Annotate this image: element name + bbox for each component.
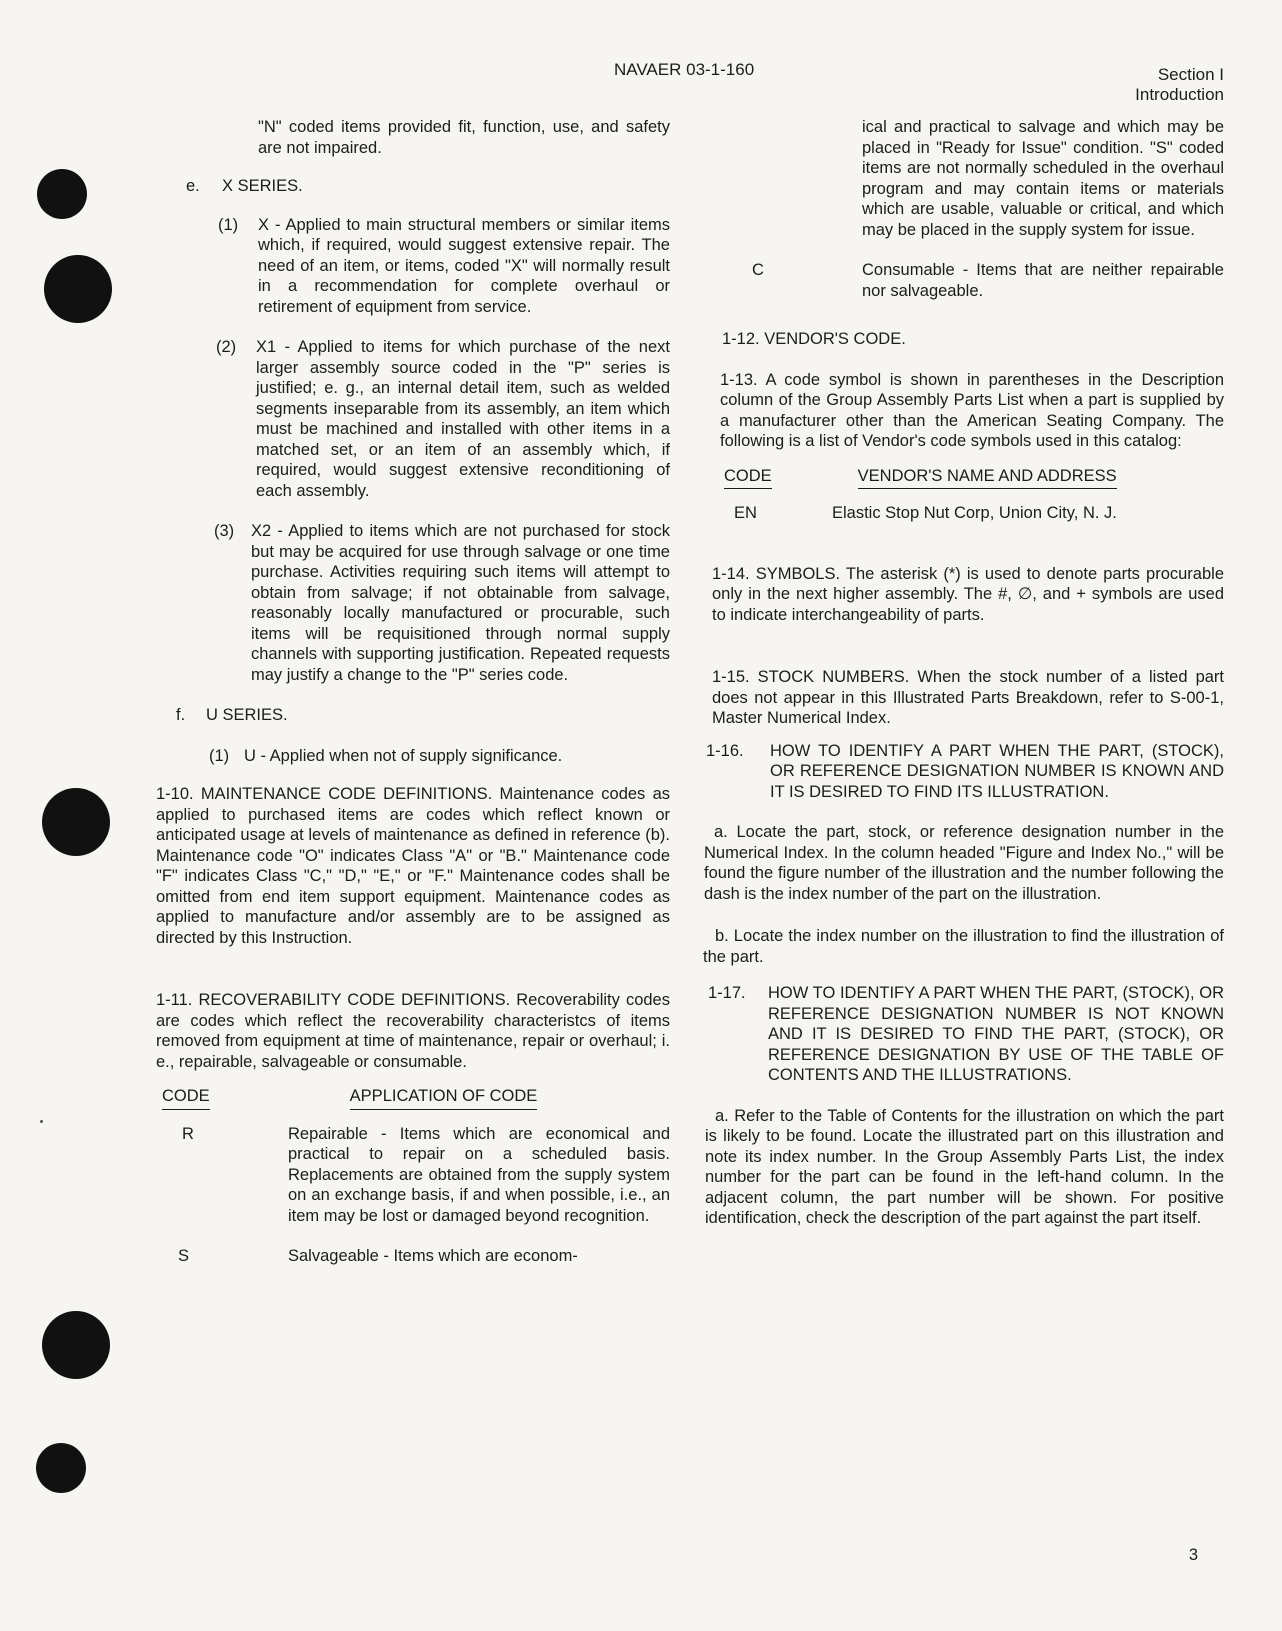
paragraph: "N" coded items provided fit, function, use, and safety are not impaired.	[258, 118, 670, 157]
code-row	[712, 260, 1224, 301]
punch-hole	[44, 255, 112, 323]
paragraph-title: HOW TO IDENTIFY A PART WHEN THE PART, (STOCK), OR REFERENCE DESIGNATION NUMBER IS NOT KNOWN AND IT IS DESIRED TO FIND THE PART, (STOCK), OR REFERENCE DESIGNATION BY USE OF THE TABLE OF CONTENTS AND THE ILLUSTRATIONS.	[768, 984, 1224, 1084]
paragraph: ical and practical to salvage and which may be placed in "Ready for Issue" condition. "S" coded items are not normally scheduled in the overhaul program and may contain items or materials which are usable, valuable or critical, and which may be placed in the supply system for issue.	[862, 118, 1224, 239]
subsection-e-heading	[186, 176, 670, 197]
section-title: Introduction	[1135, 85, 1224, 104]
item-number: (3)	[214, 522, 235, 540]
code-row	[156, 1124, 670, 1227]
code-column-header: CODE	[162, 1086, 210, 1110]
code-description: Consumable - Items that are neither repairable nor salvageable.	[862, 261, 1224, 300]
paragraph-1-16b: b. Locate the index number on the illustration to find the illustration of the part.	[703, 927, 1224, 966]
code-description: Repairable - Items which are economical and practical to repair on a scheduled basis. Replacements are obtained from the supply system on an exchange basis, if and when possible, i.e., an item may be lost or damaged beyond recognition.	[288, 1124, 670, 1225]
punch-hole	[42, 788, 110, 856]
subsection-title: X SERIES.	[222, 177, 303, 195]
punch-hole	[42, 1311, 110, 1379]
page-number: 3	[1188, 1546, 1198, 1564]
subsection-label: e.	[186, 177, 200, 195]
paragraph-1-10: 1-10. MAINTENANCE CODE DEFINITIONS. Maintenance codes as applied to purchased items are codes which reflect known or anticipated usage at levels of maintenance as defined in reference (b). Maintenance code "O" indicates Class "A" or "B." Maintenance code "F" indicates Class "C," "D," "E," or "F." Maintenance codes shall be omitted from end item support equipment. Maintenance codes as applied to manufacture and/or assembly are to be assigned as directed by this Instruction.	[156, 785, 670, 947]
paragraph-1-16a: a. Locate the part, stock, or reference designation number in the Numerical Index. In the column headed "Figure and Index No.," will be found the figure number of the illustration and the number following the dash is the index number of the part on the illustration.	[704, 823, 1224, 903]
subsection-label: f.	[176, 706, 186, 724]
punch-hole	[37, 169, 87, 219]
code-description: Salvageable - Items which are econom-	[288, 1247, 578, 1265]
paragraph-number: 1-16.	[706, 741, 744, 760]
code-row	[156, 1246, 670, 1267]
paragraph-number: 1-17.	[708, 984, 746, 1002]
item-text: U - Applied when not of supply significance.	[244, 746, 563, 765]
code-value: S	[178, 1247, 190, 1265]
item-number: (2)	[216, 338, 237, 356]
item-text: X2 - Applied to items which are not purchased for stock but may be acquired for use through salvage or one time purchase. Activities requiring such items will attempt to obtain from salvage; if not obtainable from salvage, reasonably locally manufactured or procurable, such items will be requisitioned through normal supply channels with supporting justification. Repeated requests may justify a change to the "P" series code.	[251, 522, 670, 684]
list-item	[216, 337, 670, 501]
vendor-name-column-header: VENDOR'S NAME AND ADDRESS	[858, 466, 1117, 490]
right-column	[703, 117, 1224, 1229]
list-item	[218, 215, 670, 318]
paragraph-1-15: 1-15. STOCK NUMBERS. When the stock number of a listed part does not appear in this Illustrated Parts Breakdown, refer to S-00-1, Master Numerical Index.	[712, 668, 1224, 727]
subsection-f-heading	[176, 705, 670, 726]
section-heading	[1135, 65, 1224, 105]
item-text: X - Applied to main structural members or similar items which, if required, would suggest extensive repair. The need of an item, or items, coded "X" will normally result in a recommendation for complete overhaul or retirement of equipment from service.	[258, 215, 670, 316]
vendor-row	[712, 503, 1224, 524]
paragraph-1-11: 1-11. RECOVERABILITY CODE DEFINITIONS. Recoverability codes are codes which reflect the recoverability characteristcs of items removed from equipment at time of maintenance, repair or overhaul; i. e., repairable, salvageable or consumable.	[156, 991, 670, 1071]
code-value: C	[752, 261, 764, 279]
paragraph-1-16-heading	[706, 741, 1224, 803]
punch-hole	[36, 1443, 86, 1493]
paragraph-1-17a: a. Refer to the Table of Contents for the illustration on which the part is likely to be found. Locate the illustrated part on this illustration and note its index number. In the Group Assembly Parts List, the index number for the part can be found in the left-hand column. In the adjacent column, the part number will be shown. For positive identification, check the description of the part against the part itself.	[705, 1106, 1224, 1227]
vendor-name: Elastic Stop Nut Corp, Union City, N. J.	[832, 504, 1117, 522]
application-column-header: APPLICATION OF CODE	[350, 1086, 538, 1110]
left-column	[156, 117, 670, 1267]
list-item	[214, 521, 670, 685]
paragraph-1-14: 1-14. SYMBOLS. The asterisk (*) is used to denote parts procurable only in the next higher assembly. The #, ∅, and + symbols are used to indicate interchangeability of parts.	[712, 564, 1224, 624]
code-table-header	[156, 1086, 670, 1110]
item-number: (1)	[218, 215, 239, 234]
paragraph-title: HOW TO IDENTIFY A PART WHEN THE PART, (STOCK), OR REFERENCE DESIGNATION NUMBER IS KNOWN AND IT IS DESIRED TO FIND ITS ILLUSTRATION.	[770, 741, 1224, 801]
code-value: R	[182, 1124, 194, 1143]
speck	[40, 1120, 43, 1123]
paragraph-1-12: 1-12. VENDOR'S CODE.	[722, 330, 906, 348]
vendor-code: EN	[734, 504, 757, 522]
paragraph-1-13: 1-13. A code symbol is shown in parentheses in the Description column of the Group Assembly Parts List when a part is supplied by a manufacturer other than the American Seating Company. The following is a list of Vendor's code symbols used in this catalog:	[720, 370, 1224, 450]
item-number: (1)	[209, 746, 230, 765]
item-text: X1 - Applied to items for which purchase of the next larger assembly source coded in the "P" series is justified; e. g., an internal detail item, such as welded segments inseparable from its assembly, an item which must be machined and installed with other items in a matched set, or an item of an assembly which, if required, would suggest extensive reconditioning of each assembly.	[256, 338, 670, 500]
doc-number: NAVAER 03-1-160	[614, 60, 755, 79]
subsection-title: U SERIES.	[206, 706, 288, 724]
vendor-code-column-header: CODE	[724, 466, 772, 490]
paragraph-1-17-heading	[708, 983, 1224, 1086]
vendor-table-header	[712, 466, 1224, 490]
list-item	[209, 746, 670, 767]
section-label: Section I	[1157, 65, 1224, 84]
